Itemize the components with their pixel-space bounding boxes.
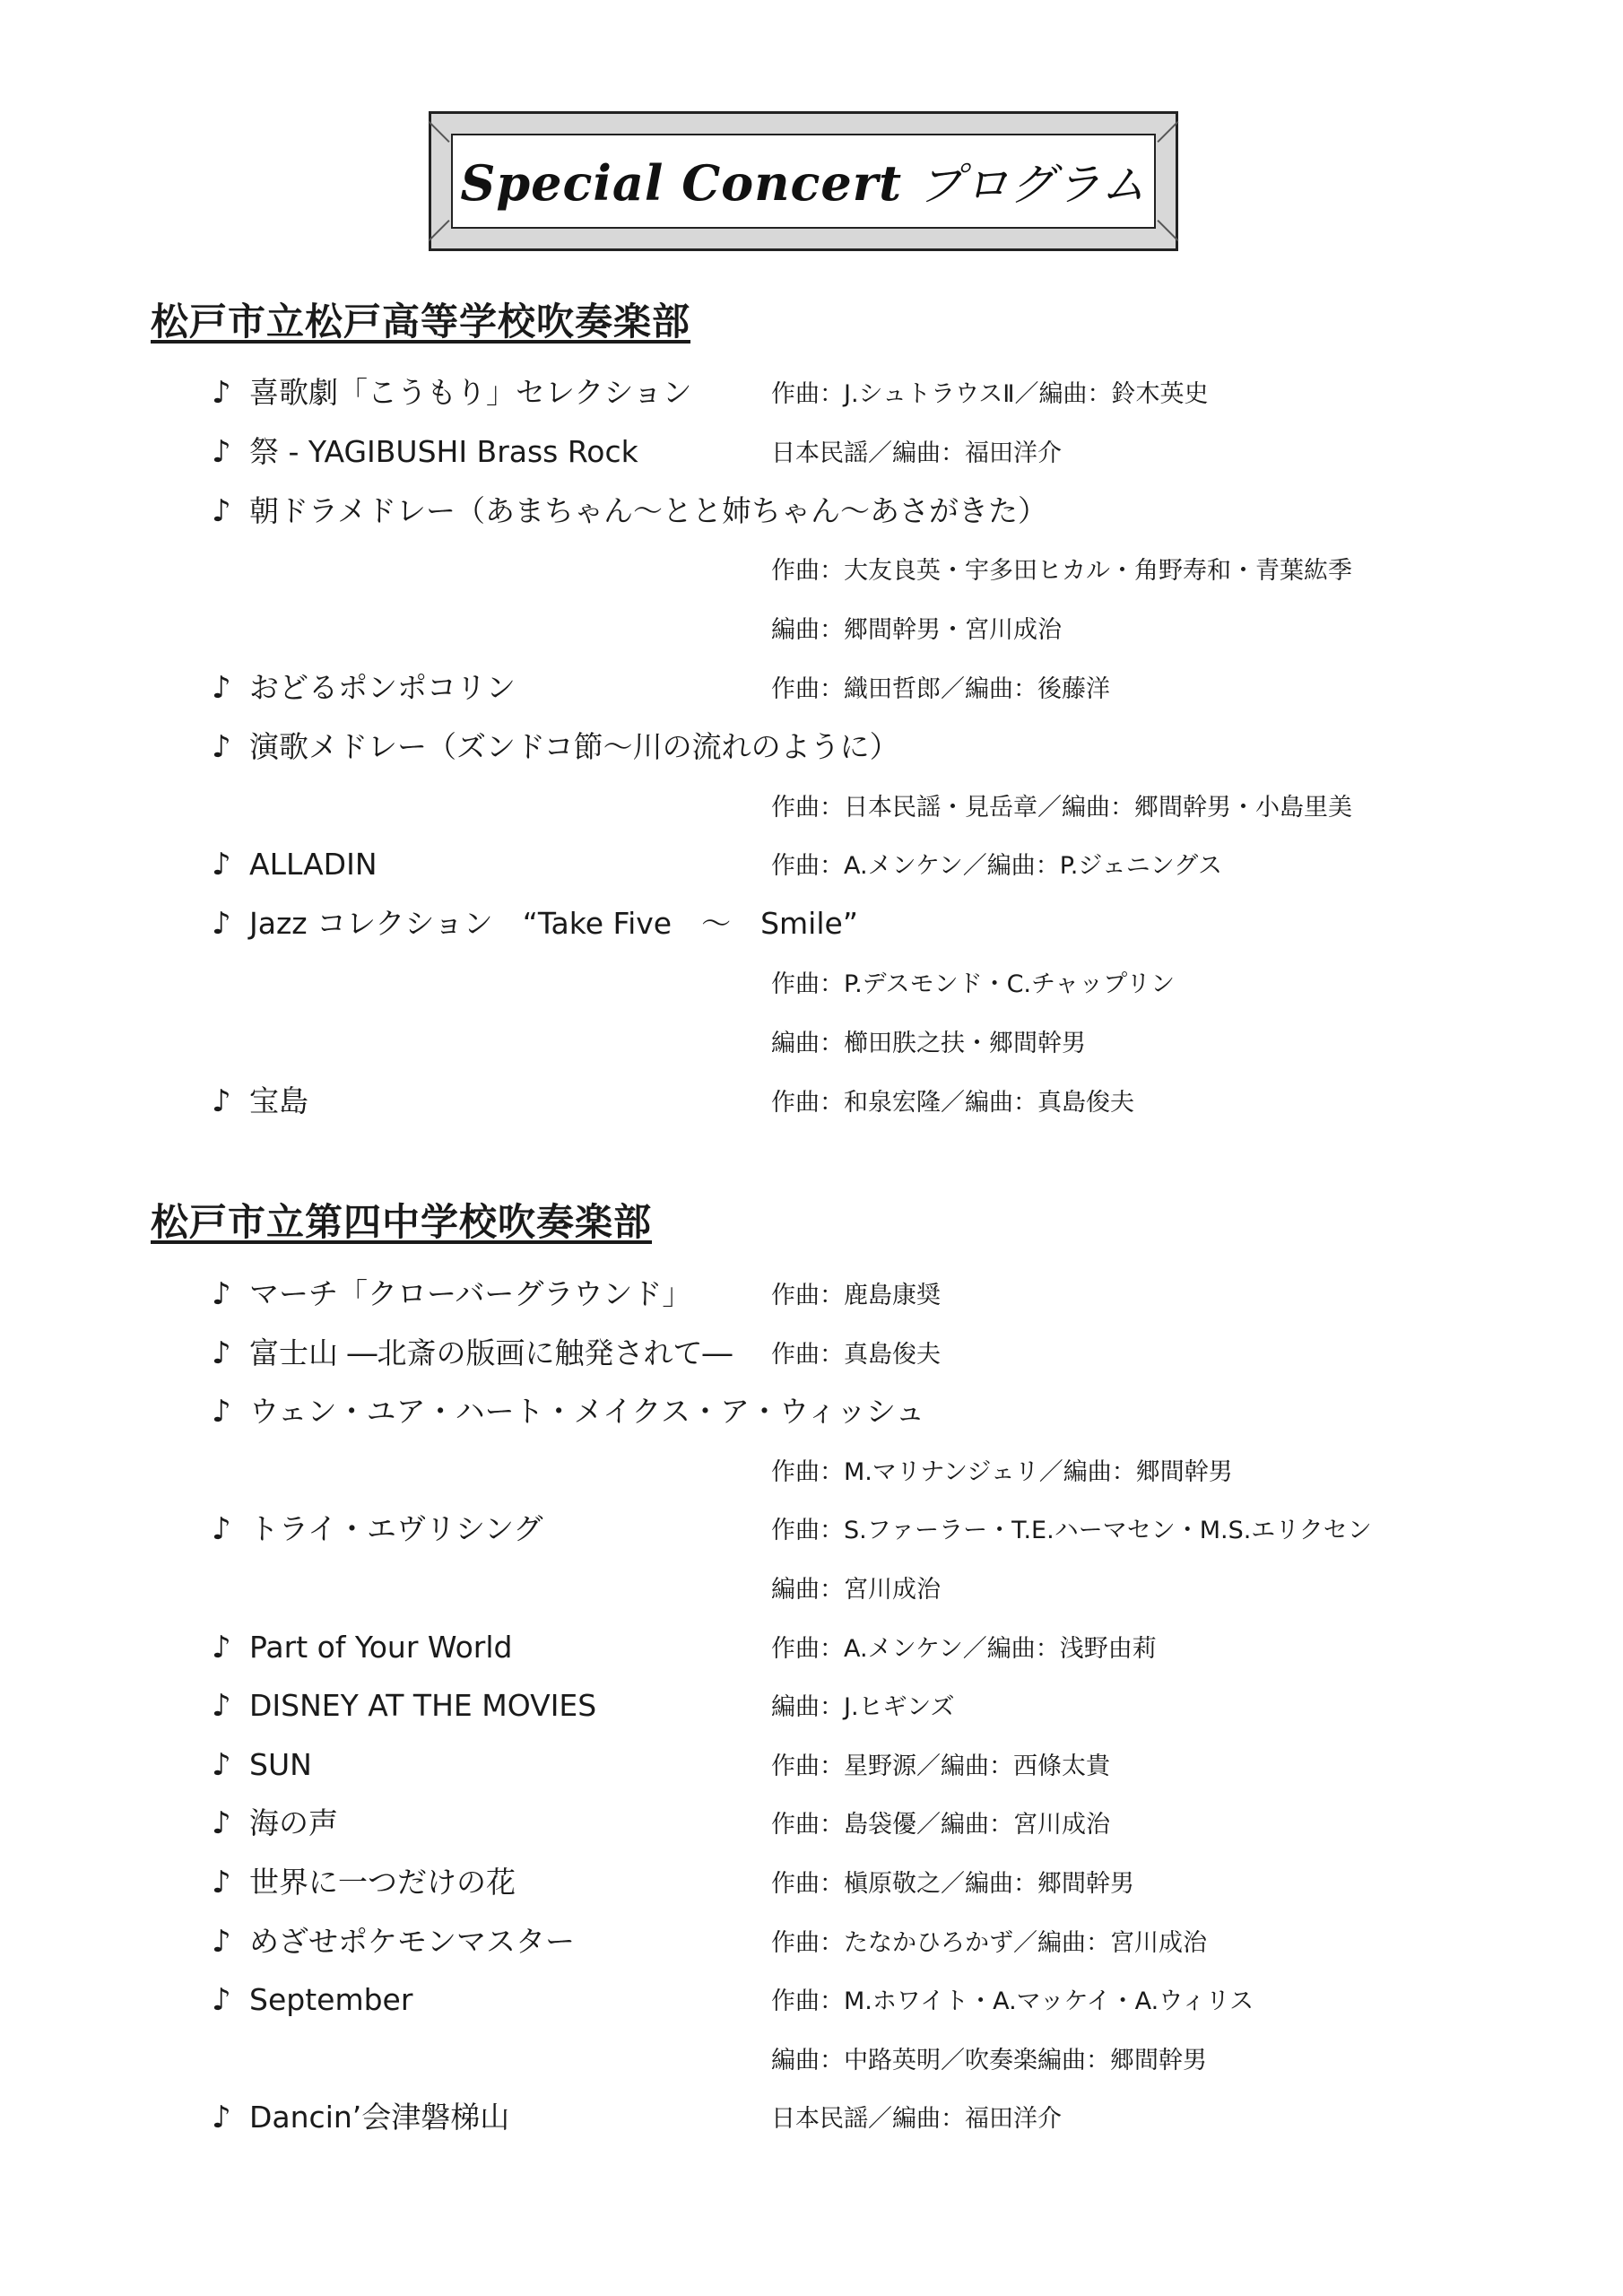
program-item-credit-continuation [0, 958, 1623, 1008]
title-frame [429, 111, 1178, 251]
music-note-icon: ♪ [212, 375, 231, 411]
program-item-credit-continuation [0, 544, 1623, 595]
piece-title: 朝ドラメドレー（あまちゃん～とと姉ちゃん～あさがきた） [249, 493, 1048, 528]
piece-title: 世界に一つだけの花 [249, 1865, 516, 1900]
program-item [0, 1387, 1623, 1437]
music-note-icon: ♪ [212, 1805, 231, 1841]
music-note-icon: ♪ [212, 1511, 231, 1547]
piece-credit: 日本民謡／編曲：福田洋介 [771, 2105, 1062, 2133]
piece-credit: 作曲：島袋優／編曲：宮川成治 [771, 1811, 1110, 1839]
piece-title: DISNEY AT THE MOVIES [249, 1688, 597, 1723]
music-note-icon: ♪ [212, 670, 231, 706]
music-note-icon: ♪ [212, 906, 231, 942]
title-panel [451, 134, 1156, 229]
program-item [0, 722, 1623, 772]
piece-credit: 作曲：たなかひろかず／編曲：宮川成治 [771, 1929, 1207, 1957]
piece-credit: 作曲：槇原敬之／編曲：郷間幹男 [771, 1870, 1134, 1898]
music-note-icon: ♪ [212, 434, 231, 470]
program-item [0, 1857, 1623, 1908]
frame-bevel [1157, 220, 1178, 241]
music-note-icon: ♪ [212, 1865, 231, 1900]
section-title-daiyon-junior-high: 松戸市立第四中学校吹奏楽部 [151, 1200, 653, 1244]
piece-credit: 作曲：A.メンケン／編曲：P.ジェニングス [771, 852, 1222, 880]
music-note-icon: ♪ [212, 1276, 231, 1312]
program-item-credit-continuation [0, 1017, 1623, 1067]
piece-title: 富士山 ―北斎の版画に触発されて― [249, 1335, 733, 1370]
music-note-icon: ♪ [212, 1630, 231, 1665]
section-title-matsudo-high: 松戸市立松戸高等学校吹奏楽部 [151, 300, 691, 344]
program-item [0, 1740, 1623, 1790]
program-item [0, 1504, 1623, 1554]
piece-title: トライ・エヴリシング [249, 1511, 543, 1546]
piece-credit: 作曲：S.ファーラー・T.E.ハーマセン・M.S.エリクセン [771, 1517, 1372, 1544]
piece-credit: 作曲：M.マリナンジェリ／編曲：郷間幹男 [771, 1458, 1233, 1486]
piece-credit: 作曲：和泉宏隆／編曲：真島俊夫 [771, 1089, 1134, 1117]
piece-credit: 作曲：P.デスモンド・C.チャップリン [771, 970, 1176, 998]
piece-title: 演歌メドレー（ズンドコ節～川の流れのように） [249, 729, 899, 764]
program-item [0, 839, 1623, 890]
music-note-icon: ♪ [212, 729, 231, 765]
piece-title: 海の声 [249, 1805, 338, 1840]
frame-bevel [1157, 121, 1178, 143]
page-title-japanese: プログラム [918, 159, 1147, 211]
page-title [460, 149, 1146, 213]
piece-title: ALLADIN [249, 847, 378, 882]
music-note-icon: ♪ [212, 1924, 231, 1960]
program-item-credit-continuation [0, 781, 1623, 831]
piece-title: SUN [249, 1747, 312, 1782]
piece-title: めざせポケモンマスター [249, 1924, 575, 1959]
program-item [0, 663, 1623, 713]
piece-title: おどるポンポコリン [249, 670, 516, 705]
piece-credit: 作曲：鹿島康奨 [771, 1282, 941, 1309]
piece-credit: 編曲：郷間幹男・宮川成治 [771, 616, 1062, 644]
program-item [0, 1681, 1623, 1731]
piece-title: 祭 - YAGIBUSHI Brass Rock [249, 434, 638, 469]
piece-credit: 作曲：M.ホワイト・A.マッケイ・A.ウィリス [771, 1987, 1254, 2015]
program-item [0, 1328, 1623, 1378]
music-note-icon: ♪ [212, 1394, 231, 1430]
program-item [0, 1798, 1623, 1848]
piece-credit: 作曲：日本民謡・見岳章／編曲：郷間幹男・小島里美 [771, 794, 1352, 822]
page-title-english: Special Concert [460, 154, 903, 212]
program-item-credit-continuation [0, 2034, 1623, 2084]
program-item [0, 899, 1623, 949]
piece-title: 宝島 [249, 1083, 308, 1118]
piece-credit: 編曲：J.ヒギンズ [771, 1693, 955, 1721]
music-note-icon: ♪ [212, 2100, 231, 2135]
piece-credit: 作曲：真島俊夫 [771, 1341, 941, 1369]
piece-title: Dancin’会津磐梯山 [249, 2100, 510, 2135]
program-item [0, 1975, 1623, 2025]
piece-title: マーチ「クローバーグラウンド」 [249, 1276, 692, 1311]
music-note-icon: ♪ [212, 1982, 231, 2018]
piece-credit: 作曲：A.メンケン／編曲：浅野由莉 [771, 1635, 1157, 1663]
program-item [0, 1076, 1623, 1126]
frame-bevel [429, 121, 450, 143]
program-item [0, 486, 1623, 536]
music-note-icon: ♪ [212, 1335, 231, 1371]
program-item-credit-continuation [0, 1563, 1623, 1613]
program-item-credit-continuation [0, 604, 1623, 654]
program-item [0, 1917, 1623, 1967]
piece-title: ウェン・ユア・ハート・メイクス・ア・ウィッシュ [249, 1394, 925, 1429]
piece-credit: 編曲：宮川成治 [771, 1576, 941, 1604]
piece-credit: 編曲：中路英明／吹奏楽編曲：郷間幹男 [771, 2047, 1207, 2074]
program-item [0, 1269, 1623, 1319]
piece-title: Jazz コレクション “Take Five ～ Smile” [249, 906, 858, 941]
piece-credit: 作曲：大友良英・宇多田ヒカル・角野寿和・青葉紘季 [771, 557, 1352, 585]
music-note-icon: ♪ [212, 1747, 231, 1783]
program-item-credit-continuation [0, 1446, 1623, 1496]
piece-credit: 日本民謡／編曲：福田洋介 [771, 439, 1062, 467]
program-item [0, 427, 1623, 477]
piece-title: 喜歌劇「こうもり」セレクション [249, 375, 692, 410]
music-note-icon: ♪ [212, 493, 231, 529]
piece-title: Part of Your World [249, 1630, 513, 1665]
music-note-icon: ♪ [212, 1083, 231, 1119]
piece-title: September [249, 1982, 413, 2017]
music-note-icon: ♪ [212, 1688, 231, 1724]
piece-credit: 作曲：織田哲郎／編曲：後藤洋 [771, 675, 1110, 703]
music-note-icon: ♪ [212, 847, 231, 883]
piece-credit: 作曲：J.シュトラウスⅡ／編曲：鈴木英史 [771, 380, 1209, 408]
program-item [0, 368, 1623, 418]
piece-credit: 作曲：星野源／編曲：西條太貴 [771, 1752, 1110, 1780]
piece-credit: 編曲：櫛田胅之扶・郷間幹男 [771, 1030, 1086, 1057]
program-item [0, 1622, 1623, 1673]
program-item [0, 2092, 1623, 2143]
frame-bevel [429, 220, 450, 241]
